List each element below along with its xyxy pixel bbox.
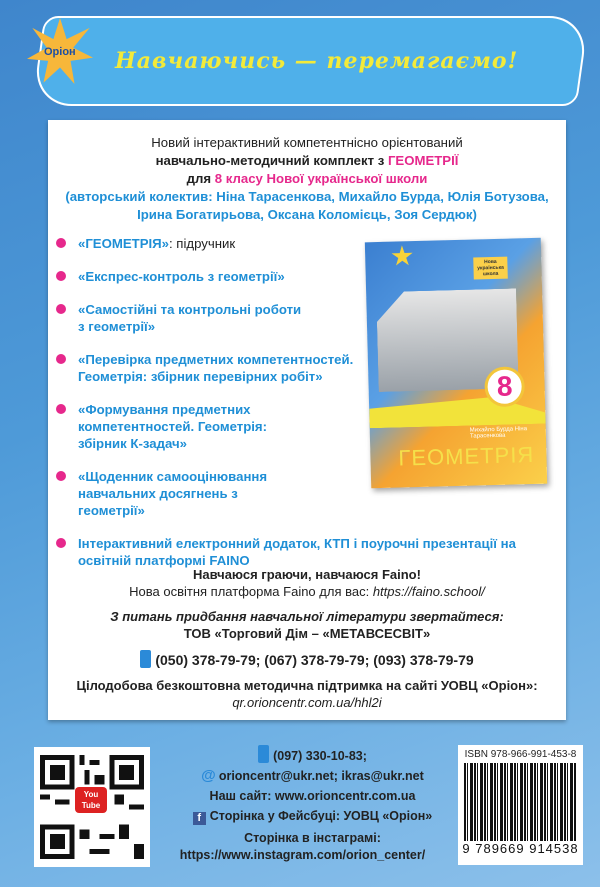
- faino-link[interactable]: https://faino.school/: [372, 584, 485, 599]
- intro-text: [48, 134, 566, 224]
- subject-name: ГЕОМЕТРІЇ: [387, 153, 459, 168]
- list-item: «Щоденник самооцінювання навчальних досягнень з геометрії»: [56, 468, 296, 519]
- isbn-barcode: [458, 745, 583, 865]
- facebook-icon: f: [193, 812, 206, 825]
- purchase-text: З питань придбання навчальної літератури звертайтеся:: [110, 609, 504, 624]
- intro-line: для: [186, 171, 215, 186]
- youtube-icon: You Tube: [75, 787, 107, 813]
- support-link[interactable]: qr.orioncentr.com.ua/hhl2i: [232, 695, 382, 710]
- list-item: «Перевірка предметних компетентностей. Геометрія: збірник перевірних робіт»: [56, 351, 371, 385]
- instagram-label: Сторінка в інстаграмі:: [244, 831, 381, 845]
- orion-logo: [24, 18, 96, 84]
- contact-phone: (097) 330-10-83;: [273, 749, 367, 763]
- authors: (авторський колектив: Ніна Тарасенкова, Михайло Бурда, Юлія Ботузова, Ірина Богатирьова, Оксана Коломієць, Зоя Сердюк): [65, 189, 549, 222]
- qr-code: [34, 747, 150, 867]
- book-authors: Михайло Бурда Ніна Тарасенкова: [469, 426, 528, 440]
- barcode: [464, 763, 577, 841]
- contact-emails[interactable]: orioncentr@ukr.net; ikras@ukr.net: [218, 769, 424, 783]
- list-item: «Експрес-контроль з геометрії»: [56, 268, 371, 285]
- list-item: [56, 235, 371, 252]
- support-text: Цілодобова безкоштовна методична підтримка на сайті УОВЦ «Оріон»:: [76, 678, 538, 693]
- isbn-number: 9 789669 914538: [462, 841, 579, 856]
- intro-line: Новий інтерактивний компетентнісно орієнтований: [151, 135, 463, 150]
- company-name: ТОВ «Торговий Дім – «МЕТАВСЕСВІТ»: [183, 626, 431, 641]
- logo-text: Оріон: [44, 46, 76, 58]
- content-panel: [48, 120, 566, 720]
- item-suffix: : підручник: [168, 236, 236, 251]
- info-block: [48, 566, 566, 711]
- intro-line: навчально-методичний комплект з: [155, 153, 388, 168]
- phone-icon: [258, 745, 269, 763]
- phone-numbers: (050) 378-79-79; (067) 378-79-79; (093) 378-79-79: [155, 652, 474, 668]
- list-item: «Формування предметних компетентностей. Геометрія: збірник К-задач»: [56, 401, 296, 452]
- slogan: Навчаючись — перемагаємо!: [115, 48, 519, 74]
- list-item: Інтерактивний електронний додаток, КТП і поурочні презентації на освітній платформі FAINO: [56, 535, 536, 569]
- list-item: «Самостійні та контрольні роботи з геометрії»: [56, 301, 306, 335]
- grade-text: 8 класу Нової української школи: [214, 171, 428, 186]
- faino-title: Навчаюся граючи, навчаюся Faino!: [193, 567, 421, 582]
- book-grade: 8: [484, 366, 525, 407]
- book-title: ГЕОМЕТРІЯ: [398, 441, 535, 471]
- isbn-label: ISBN 978-966-991-453-8: [464, 749, 577, 760]
- contacts: [175, 745, 450, 864]
- instagram-link[interactable]: https://www.instagram.com/orion_center/: [179, 848, 426, 862]
- website[interactable]: Наш сайт: www.orioncentr.com.ua: [209, 789, 416, 803]
- phone-icon: [140, 650, 151, 668]
- item-label: «ГЕОМЕТРІЯ»: [78, 236, 169, 251]
- faino-line: Нова освітня платформа Faino для вас:: [129, 584, 373, 599]
- book-badge: Нова українська школа: [473, 257, 508, 280]
- facebook-page[interactable]: Сторінка у Фейсбуці: УОВЦ «Оріон»: [209, 809, 433, 823]
- email-icon: @: [201, 767, 216, 784]
- book-logo-icon: [391, 245, 414, 268]
- book-cover-image: [365, 238, 547, 489]
